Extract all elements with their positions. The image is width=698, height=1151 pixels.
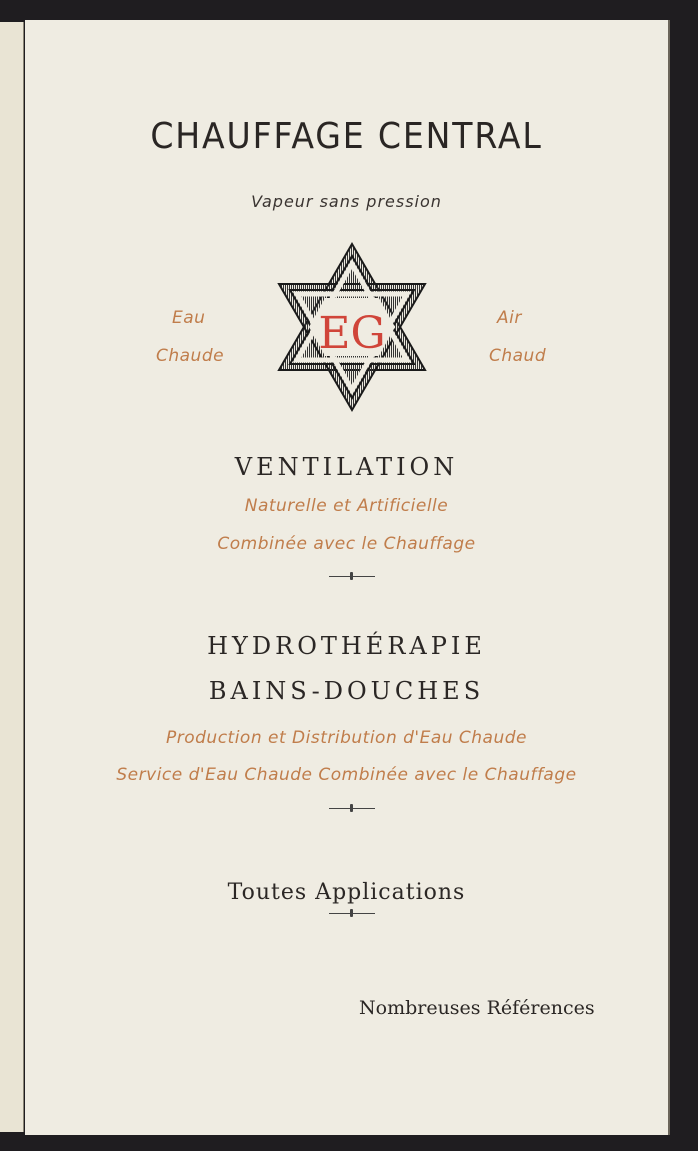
hydrotherapie-heading: HYDROTHÉRAPIE [207, 632, 486, 660]
star-monogram-logo [277, 242, 427, 412]
subtitle: Vapeur sans pression [251, 192, 442, 211]
hydro-line-2: Service d'Eau Chaude Combinée avec le Chauffage [116, 765, 577, 785]
ornament-divider [329, 908, 375, 918]
label-chaud: Chaud [489, 346, 547, 366]
ventilation-line-2: Combinée avec le Chauffage [217, 534, 476, 554]
applications-heading: Toutes Applications [227, 880, 466, 905]
label-air: Air [497, 308, 522, 328]
monogram-text: EG [318, 308, 386, 359]
bains-douches-heading: BAINS-DOUCHES [208, 677, 485, 705]
page-title: CHAUFFAGE CENTRAL [150, 116, 543, 157]
ventilation-line-1: Naturelle et Artificielle [244, 496, 449, 516]
ornament-divider [329, 803, 375, 813]
ornament-divider [329, 571, 375, 581]
label-chaude: Chaude [156, 346, 225, 366]
hydro-line-1: Production et Distribution d'Eau Chaude [165, 728, 528, 748]
ventilation-heading: VENTILATION [234, 453, 459, 481]
label-eau: Eau [172, 308, 206, 328]
facing-page-edge [0, 22, 24, 1132]
document-page [25, 20, 668, 1135]
references-note: Nombreuses Références [359, 997, 595, 1019]
